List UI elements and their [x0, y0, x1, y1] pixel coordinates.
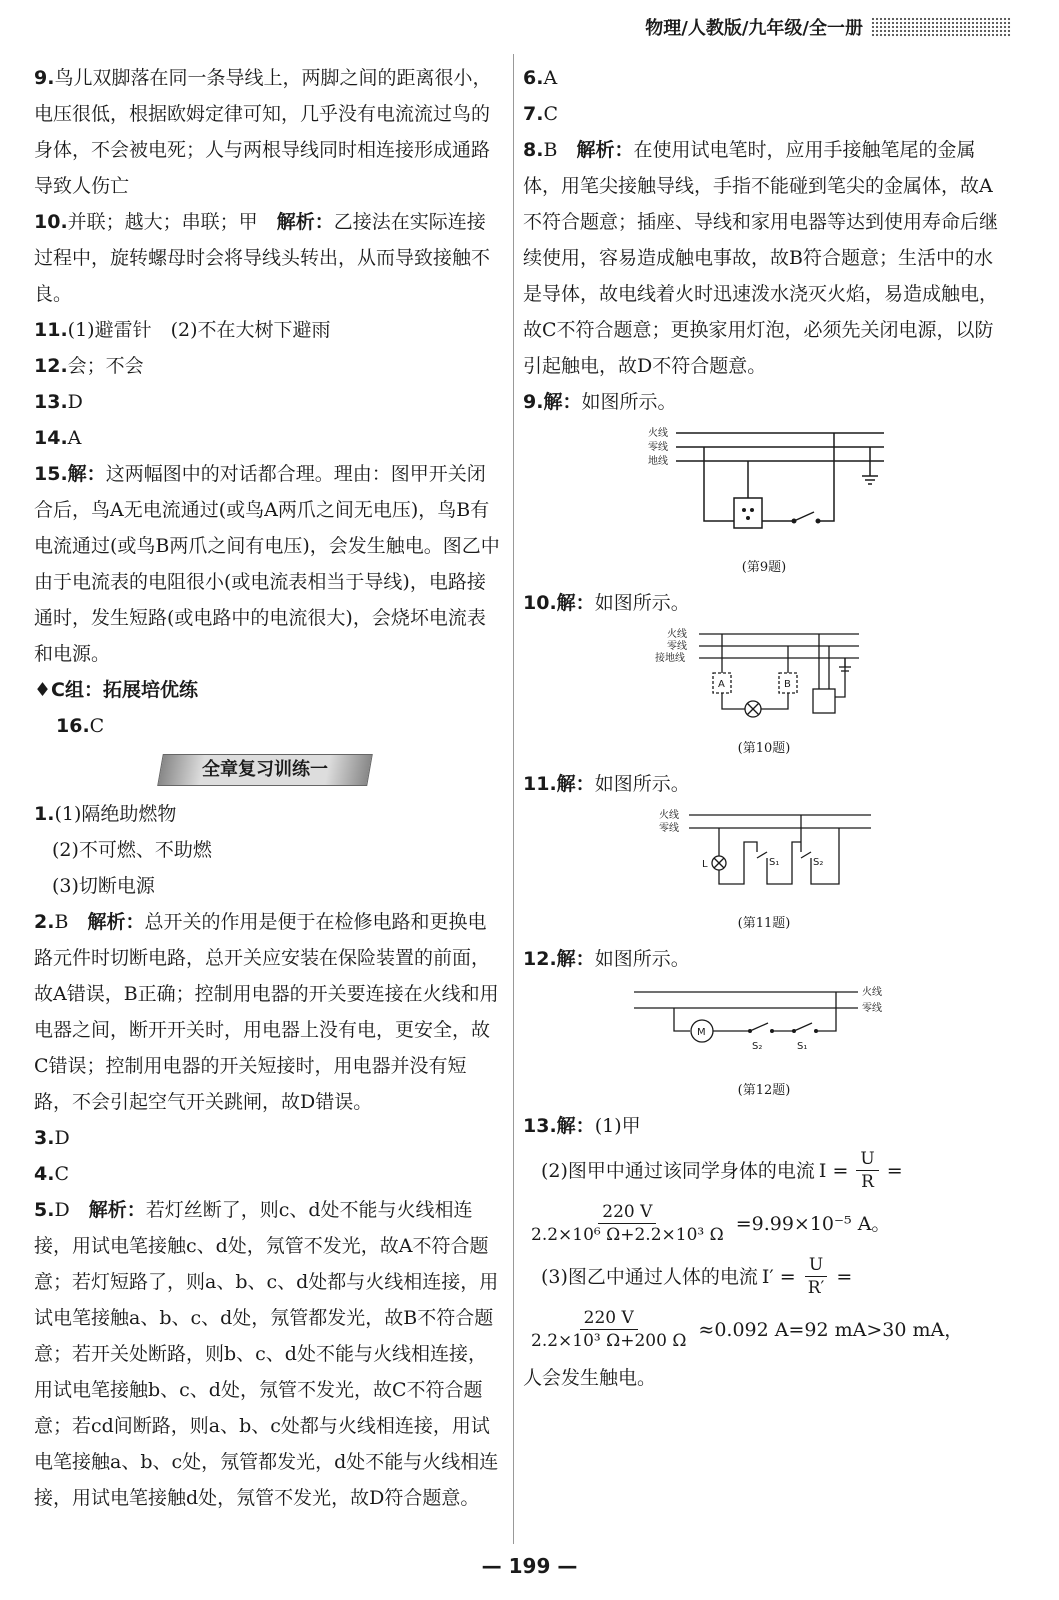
answer-text: 如图所示。 [594, 773, 690, 795]
review-answer-11 [523, 766, 1005, 802]
analysis-text: 乙接法在实际连接过程中，旋转螺母时会将导线头转出，从而导致接触不良。 [34, 211, 491, 305]
equation-current-1: (2)图甲中通过该同学身体的电流 I = $\frac{U}{R}$ = [541, 1149, 903, 1192]
answer-choice: B [54, 911, 69, 933]
page-number: — 199 — [481, 1554, 578, 1578]
answer-number: 4. [34, 1163, 55, 1185]
equation-lhs: I′ = [761, 1265, 796, 1288]
answer-10 [34, 204, 502, 312]
answer-number: 1. [34, 803, 55, 825]
answer-number: 11. [523, 773, 557, 795]
answer-text: D [67, 391, 83, 413]
header-title: 物理/人教版/九年级/全一册 [645, 18, 863, 39]
numerator: 220 V [598, 1201, 656, 1224]
solution-label: 解： [556, 773, 595, 795]
answer-number: 9. [34, 67, 55, 89]
answer-text: 如图所示。 [581, 391, 677, 413]
answer-11 [34, 312, 502, 348]
answer-choice: B [543, 139, 558, 161]
circuit-diagram-11 [649, 808, 879, 900]
answer-number: 8. [523, 139, 544, 161]
answer-text: C [89, 715, 105, 737]
review-answer-2 [34, 904, 502, 1120]
conclusion-text: 人会发生触电。 [523, 1367, 657, 1389]
numerator: U [805, 1254, 827, 1277]
answer-number: 6. [523, 67, 544, 89]
label-point-b: B [784, 679, 791, 690]
figure-9-caption: (第9题) [741, 560, 787, 575]
label-live-wire: 火线 [667, 629, 687, 640]
equation-current-1-value [523, 1201, 1005, 1246]
label-neutral-wire: 零线 [659, 823, 679, 834]
answer-15 [34, 456, 502, 672]
circuit-diagram-12 [624, 983, 904, 1067]
answer-text: C [543, 103, 558, 125]
analysis-text: 在使用试电笔时，应用手接触笔尾的金属体，用笔尖接触导线，手指不能碰到笔尖的金属体，故A不符合题意；插座、导线和家用电器等达到使用寿命后继续使用，容易造成触电事故，故B符合题意；生活中的水是导体，故电线着火时迅速泼水浇灭火焰，易造成触电，故C不符合题意；更换家用灯泡，必须先关闭电源，以防引起触电，故D不符合题意。 [523, 139, 999, 377]
numerator: U [856, 1148, 878, 1171]
review-answer-1-line-2: (2)不可燃、不助燃 [52, 839, 212, 861]
answer-9 [34, 60, 502, 204]
review-answer-6 [523, 60, 1005, 96]
label-switch-2: S₂ [752, 1041, 763, 1052]
equation-current-2-value [523, 1307, 1005, 1352]
review-banner-title: 全章复习训练一 [202, 759, 328, 780]
review-answer-3 [34, 1120, 502, 1156]
answer-number: 3. [34, 1127, 55, 1149]
answer-number: 12. [34, 355, 68, 377]
answer-text: 鸟儿双脚落在同一条导线上，两脚之间的距离很小，电压很低，根据欧姆定律可知，几乎没有电流流过鸟的身体，不会被电死；人与两根导线同时相连接形成通路导致人伤亡 [34, 67, 492, 197]
label-motor: M [697, 1027, 706, 1038]
answer-text: A [67, 427, 82, 449]
answer-number: 9. [523, 391, 544, 413]
review-answer-8 [523, 132, 1005, 384]
review-answer-1 [34, 796, 502, 832]
analysis-label: 解析： [88, 1199, 146, 1221]
column-divider [513, 54, 514, 1544]
label-switch-1: S₁ [769, 857, 780, 868]
answer-text: (1)甲 [594, 1115, 641, 1137]
fraction-u-over-r-prime [804, 1254, 829, 1299]
review-answer-9 [523, 384, 1005, 420]
review-answer-5 [34, 1192, 502, 1516]
analysis-text: 总开关的作用是便于在检修电路和更换电路元件时切断电路，总开关应安装在保险装置的前面，故A错误，B正确；控制用电器的开关要连接在火线和用电器之间，断开开关时，用电器上没有电，更安全，故C错误；控制用电器的开关短接时，用电器并没有短路，不会引起空气开关跳闸，故D错误。 [34, 911, 499, 1113]
figure-11-caption: (第11题) [737, 916, 791, 931]
solution-label: 解： [67, 463, 106, 485]
answer-number: 10. [523, 592, 557, 614]
answer-number: 2. [34, 911, 55, 933]
page-header [645, 14, 1011, 40]
left-column [34, 60, 502, 1516]
denominator: 2.2×10⁶ Ω+2.2×10³ Ω [531, 1225, 724, 1245]
analysis-text: 若灯丝断了，则c、d处不能与火线相连接，用试电笔接触c、d处，氖管不发光，故A不符合题意；若灯短路了，则a、b、c、d处都与火线相连接，用试电笔接触a、b、c、d处，氖管都发光，故B不符合题意；若开关处断路，则b、c、d处不能与火线相连接，用试电笔接触b、c、d处，氖管不发光，故C不符合题意；若cd间断路，则a、b、c处都与火线相连接，用试电笔接触a、b、c处，氖管都发光，d处不能与火线相连接，用试电笔接触d处，氖管不发光，故D符合题意。 [34, 1199, 499, 1509]
answer-text: 如图所示。 [594, 948, 690, 970]
answer-number: 7. [523, 103, 544, 125]
label-live-wire: 火线 [659, 810, 679, 821]
answer-12 [34, 348, 502, 384]
solution-label: 解： [556, 948, 595, 970]
answer-13 [34, 384, 502, 420]
answer-number: 10. [34, 211, 68, 233]
fraction-value [527, 1201, 728, 1246]
equation-result: ≈0.092 A=92 mA>30 mA， [698, 1318, 964, 1341]
circuit-diagram-10 [649, 627, 879, 725]
answer-text: A [543, 67, 558, 89]
analysis-label: 解析： [87, 911, 145, 933]
analysis-label: 解析： [276, 211, 334, 233]
label-neutral-wire: 零线 [862, 1003, 882, 1014]
answer-number: 16. [56, 715, 90, 737]
numerator: 220 V [580, 1307, 638, 1330]
label-live-wire: 火线 [648, 428, 668, 439]
equation-intro: (3)图乙中通过人体的电流 [541, 1265, 758, 1288]
denominator: R′ [807, 1278, 825, 1298]
solution-label: 解： [556, 592, 595, 614]
answer-text: 会；不会 [67, 355, 144, 377]
answer-number: 13. [523, 1115, 557, 1137]
label-earth-wire: 地线 [648, 456, 668, 467]
solution-label: 解： [556, 1115, 595, 1137]
answer-number: 5. [34, 1199, 55, 1221]
denominator: R [861, 1172, 874, 1192]
label-lamp: L [702, 859, 708, 870]
answer-text: D [54, 1127, 70, 1149]
answer-number: 15. [34, 463, 68, 485]
label-neutral-wire: 零线 [648, 442, 668, 453]
solution-label: 解： [543, 391, 582, 413]
denominator: 2.2×10³ Ω+200 Ω [531, 1331, 687, 1351]
answer-text: 如图所示。 [594, 592, 690, 614]
review-answer-12 [523, 941, 1005, 977]
label-live-wire: 火线 [862, 987, 882, 998]
review-answer-10 [523, 585, 1005, 621]
label-earth-wire: 接地线 [655, 653, 685, 664]
circuit-diagram-9 [634, 426, 894, 544]
answer-text: 并联；越大；串联；甲 [67, 211, 258, 233]
fraction-u-over-r [856, 1148, 878, 1193]
answer-number: 13. [34, 391, 68, 413]
answer-number: 12. [523, 948, 557, 970]
review-answer-4 [34, 1156, 502, 1192]
fraction-value [527, 1307, 690, 1352]
answer-16 [34, 708, 502, 744]
label-neutral-wire: 零线 [667, 641, 687, 652]
answer-number: 14. [34, 427, 68, 449]
answer-choice: D [54, 1199, 70, 1221]
right-column [523, 60, 1005, 1396]
section-c-heading: ♦C组：拓展培优练 [34, 679, 198, 701]
answer-text: (1)避雷针 (2)不在大树下避雨 [67, 319, 331, 341]
answer-text: C [54, 1163, 69, 1185]
analysis-label: 解析： [576, 139, 634, 161]
review-banner [157, 754, 373, 786]
answer-line: (1)隔绝助燃物 [54, 803, 177, 825]
review-answer-1-line-3: (3)切断电源 [52, 875, 155, 897]
answer-number: 11. [34, 319, 68, 341]
equation-current-2: (3)图乙中通过人体的电流 I′ = $\frac{U}{R'}$ = [541, 1255, 853, 1298]
review-answer-13 [523, 1108, 1005, 1144]
answer-text: 这两幅图中的对话都合理。理由：图甲开关闭合后，鸟A无电流通过(或鸟A两爪之间无电压)，鸟B有电流通过(或鸟B两爪之间有电压)，会发生触电。图乙中由于电流表的电阻很小(或电流表相当于导线)，电路接通时，发生短路(或电路中的电流很大)，会烧坏电流表和电源。 [34, 463, 500, 665]
figure-12-caption: (第12题) [737, 1083, 791, 1098]
label-switch-2: S₂ [813, 857, 824, 868]
equation-result: =9.99×10⁻⁵ A。 [735, 1212, 891, 1235]
answer-14 [34, 420, 502, 456]
review-answer-7 [523, 96, 1005, 132]
equation-intro: (2)图甲中通过该同学身体的电流 [541, 1159, 815, 1182]
equation-lhs: I = [818, 1159, 849, 1182]
label-switch-1: S₁ [797, 1041, 808, 1052]
header-dot-pattern [871, 17, 1011, 37]
figure-10-caption: (第10题) [737, 741, 791, 756]
label-point-a: A [718, 679, 725, 690]
